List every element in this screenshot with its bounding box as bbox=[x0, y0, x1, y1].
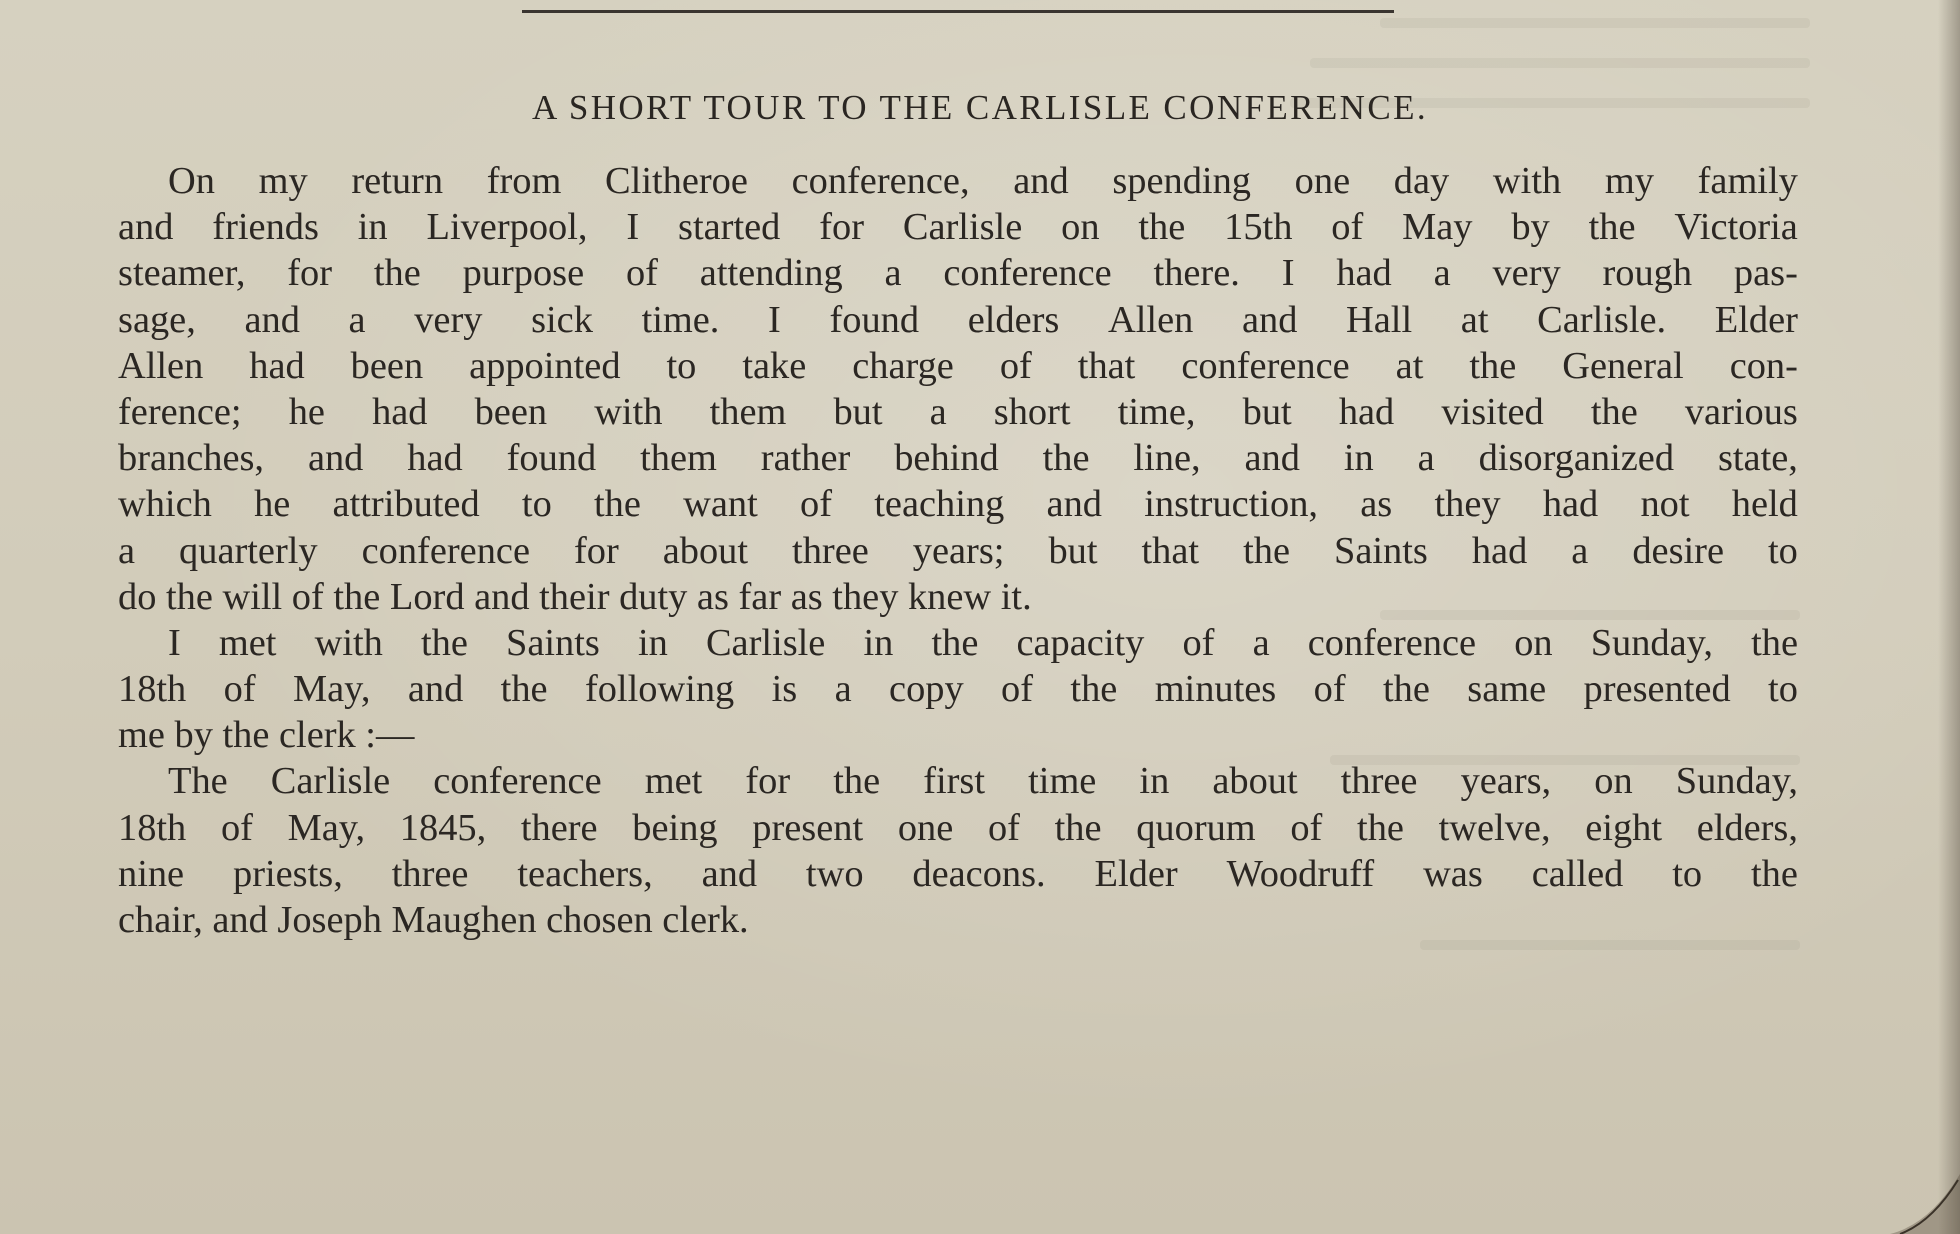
text-line: ference; he had been with them but a short time, but had visited the various bbox=[118, 390, 1798, 433]
text-line: The Carlisle conference met for the first time in about three years, on Sunday, bbox=[168, 760, 1798, 803]
text-line: sage, and a very sick time. I found elders Allen and Hall at Carlisle. Elder bbox=[118, 298, 1798, 341]
text-line: a quarterly conference for about three years; but that the Saints had a desire to bbox=[118, 529, 1798, 572]
text-line: 18th of May, and the following is a copy of the minutes of the same presented to bbox=[118, 668, 1798, 711]
text-line: me by the clerk :— bbox=[118, 714, 415, 757]
page-edge-shadow bbox=[1938, 0, 1960, 1234]
article-body bbox=[118, 158, 1798, 943]
page-corner-curl bbox=[1870, 1174, 1960, 1234]
text-line: On my return from Clitheroe conference, and spending one day with my family bbox=[168, 160, 1798, 202]
article-title: A SHORT TOUR TO THE CARLISLE CONFERENCE. bbox=[531, 88, 1429, 127]
text-line: and friends in Liverpool, I started for Carlisle on the 15th of May by the Victoria bbox=[118, 206, 1798, 249]
text-line: which he attributed to the want of teaching and instruction, as they had not held bbox=[118, 483, 1798, 526]
text-line: I met with the Saints in Carlisle in the capacity of a conference on Sunday, the bbox=[168, 621, 1798, 664]
text-line: 18th of May, 1845, there being present one of the quorum of the twelve, eight elders, bbox=[118, 806, 1798, 849]
text-line: do the will of the Lord and their duty as far as they knew it. bbox=[118, 575, 1032, 618]
text-line: steamer, for the purpose of attending a conference there. I had a very rough pas- bbox=[118, 252, 1798, 295]
text-line: nine priests, three teachers, and two deacons. Elder Woodruff was called to the bbox=[118, 852, 1798, 895]
text-line: branches, and had found them rather behind the line, and in a disorganized state, bbox=[118, 437, 1798, 480]
text-line: Allen had been appointed to take charge of that conference at the General con- bbox=[118, 344, 1798, 387]
text-line: chair, and Joseph Maughen chosen clerk. bbox=[118, 899, 749, 941]
